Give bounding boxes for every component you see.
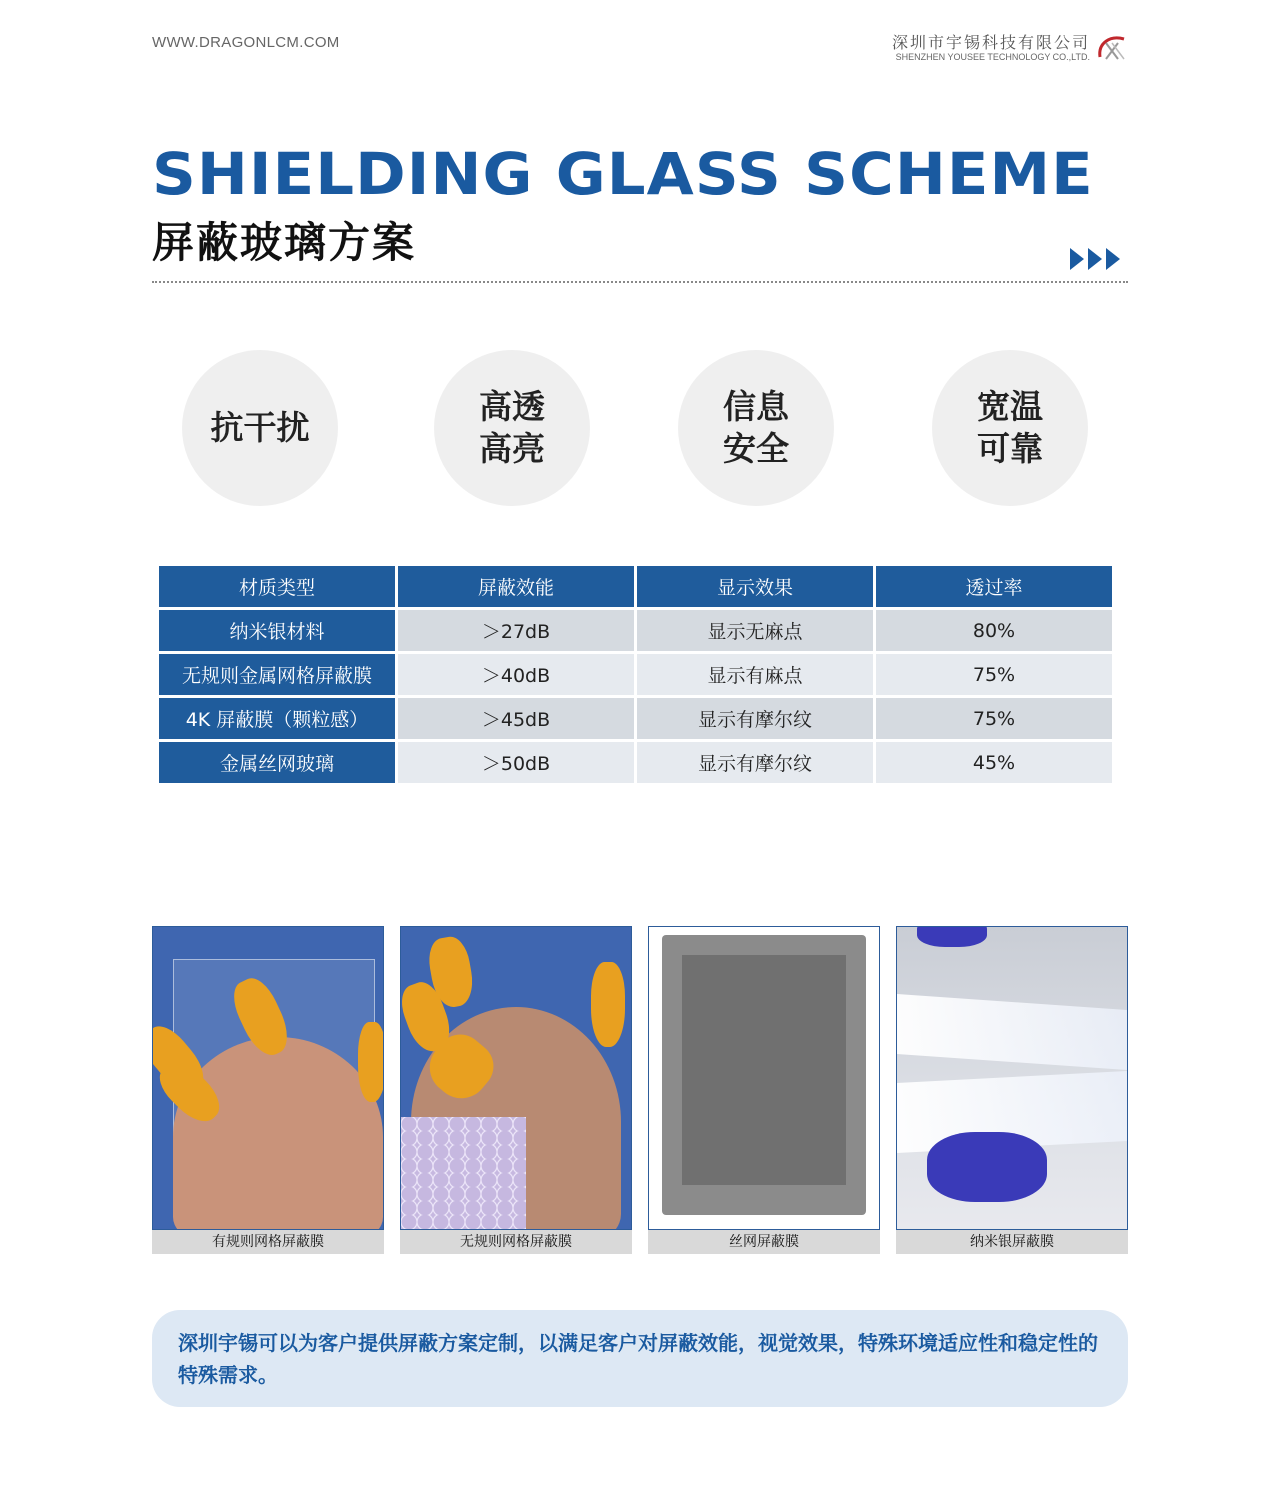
feature-badge bbox=[434, 350, 590, 506]
column-header: 材质类型 bbox=[159, 566, 395, 607]
column-header: 显示效果 bbox=[637, 566, 873, 607]
feature-text: 抗干扰 bbox=[210, 408, 310, 447]
feature-text: 安全 bbox=[723, 429, 789, 468]
table-cell: ＞27dB bbox=[398, 610, 634, 651]
column-header: 透过率 bbox=[876, 566, 1112, 607]
table-cell: 显示有麻点 bbox=[637, 654, 873, 695]
website-url[interactable]: WWW.DRAGONLCM.COM bbox=[152, 34, 340, 51]
photo-caption: 无规则网格屏蔽膜 bbox=[400, 1230, 632, 1254]
column-header: 屏蔽效能 bbox=[398, 566, 634, 607]
table-row bbox=[159, 742, 1112, 783]
mesh-pattern bbox=[401, 1117, 526, 1229]
table-cell: 75% bbox=[876, 698, 1112, 739]
arrow-right-icon bbox=[1088, 248, 1102, 270]
photo-card bbox=[896, 926, 1128, 1254]
feature-text: 信息 bbox=[723, 387, 789, 426]
material-name: 4K 屏蔽膜（颗粒感） bbox=[159, 698, 395, 739]
page-title-en: SHIELDING GLASS SCHEME bbox=[152, 140, 1094, 208]
feature-text: 可靠 bbox=[977, 429, 1043, 468]
company-brand bbox=[892, 33, 1128, 63]
material-name: 无规则金属网格屏蔽膜 bbox=[159, 654, 395, 695]
photo-caption: 丝网屏蔽膜 bbox=[648, 1230, 880, 1254]
photo-caption: 有规则网格屏蔽膜 bbox=[152, 1230, 384, 1254]
table-header-row bbox=[159, 566, 1112, 607]
company-name-en: SHENZHEN YOUSEE TECHNOLOGY CO.,LTD. bbox=[895, 51, 1090, 62]
arrow-right-icon bbox=[1106, 248, 1120, 270]
arrows-decoration bbox=[1070, 248, 1120, 270]
table-cell: 80% bbox=[876, 610, 1112, 651]
feature-badge bbox=[182, 350, 338, 506]
customization-notice: 深圳宇锡可以为客户提供屏蔽方案定制，以满足客户对屏蔽效能，视觉效果，特殊环境适应性和稳定性的特殊需求。 bbox=[152, 1310, 1128, 1407]
table-row bbox=[159, 610, 1112, 651]
photo-card bbox=[152, 926, 384, 1254]
table-cell: 75% bbox=[876, 654, 1112, 695]
photo-card bbox=[648, 926, 880, 1254]
product-photo bbox=[648, 926, 880, 1230]
feature-text: 宽温 bbox=[977, 387, 1043, 426]
table-cell: 显示有摩尔纹 bbox=[637, 742, 873, 783]
feature-badge bbox=[678, 350, 834, 506]
product-photo bbox=[400, 926, 632, 1230]
feature-badge bbox=[932, 350, 1088, 506]
arrow-right-icon bbox=[1070, 248, 1084, 270]
table-cell: ＞45dB bbox=[398, 698, 634, 739]
company-logo-icon bbox=[1096, 33, 1128, 63]
table-row bbox=[159, 654, 1112, 695]
table-cell: ＞40dB bbox=[398, 654, 634, 695]
page-title-cn: 屏蔽玻璃方案 bbox=[152, 218, 417, 267]
company-name-cn: 深圳市宇锡科技有限公司 bbox=[891, 32, 1090, 52]
spec-table bbox=[156, 563, 1115, 786]
title-divider bbox=[152, 281, 1128, 283]
table-cell: 显示无麻点 bbox=[637, 610, 873, 651]
feature-text: 高透 bbox=[479, 387, 545, 426]
table-cell: 显示有摩尔纹 bbox=[637, 698, 873, 739]
table-row bbox=[159, 698, 1112, 739]
photo-card bbox=[400, 926, 632, 1254]
material-name: 纳米银材料 bbox=[159, 610, 395, 651]
product-photo bbox=[152, 926, 384, 1230]
table-cell: 45% bbox=[876, 742, 1112, 783]
table-cell: ＞50dB bbox=[398, 742, 634, 783]
photo-caption: 纳米银屏蔽膜 bbox=[896, 1230, 1128, 1254]
feature-text: 高亮 bbox=[479, 429, 545, 468]
material-name: 金属丝网玻璃 bbox=[159, 742, 395, 783]
product-photo bbox=[896, 926, 1128, 1230]
